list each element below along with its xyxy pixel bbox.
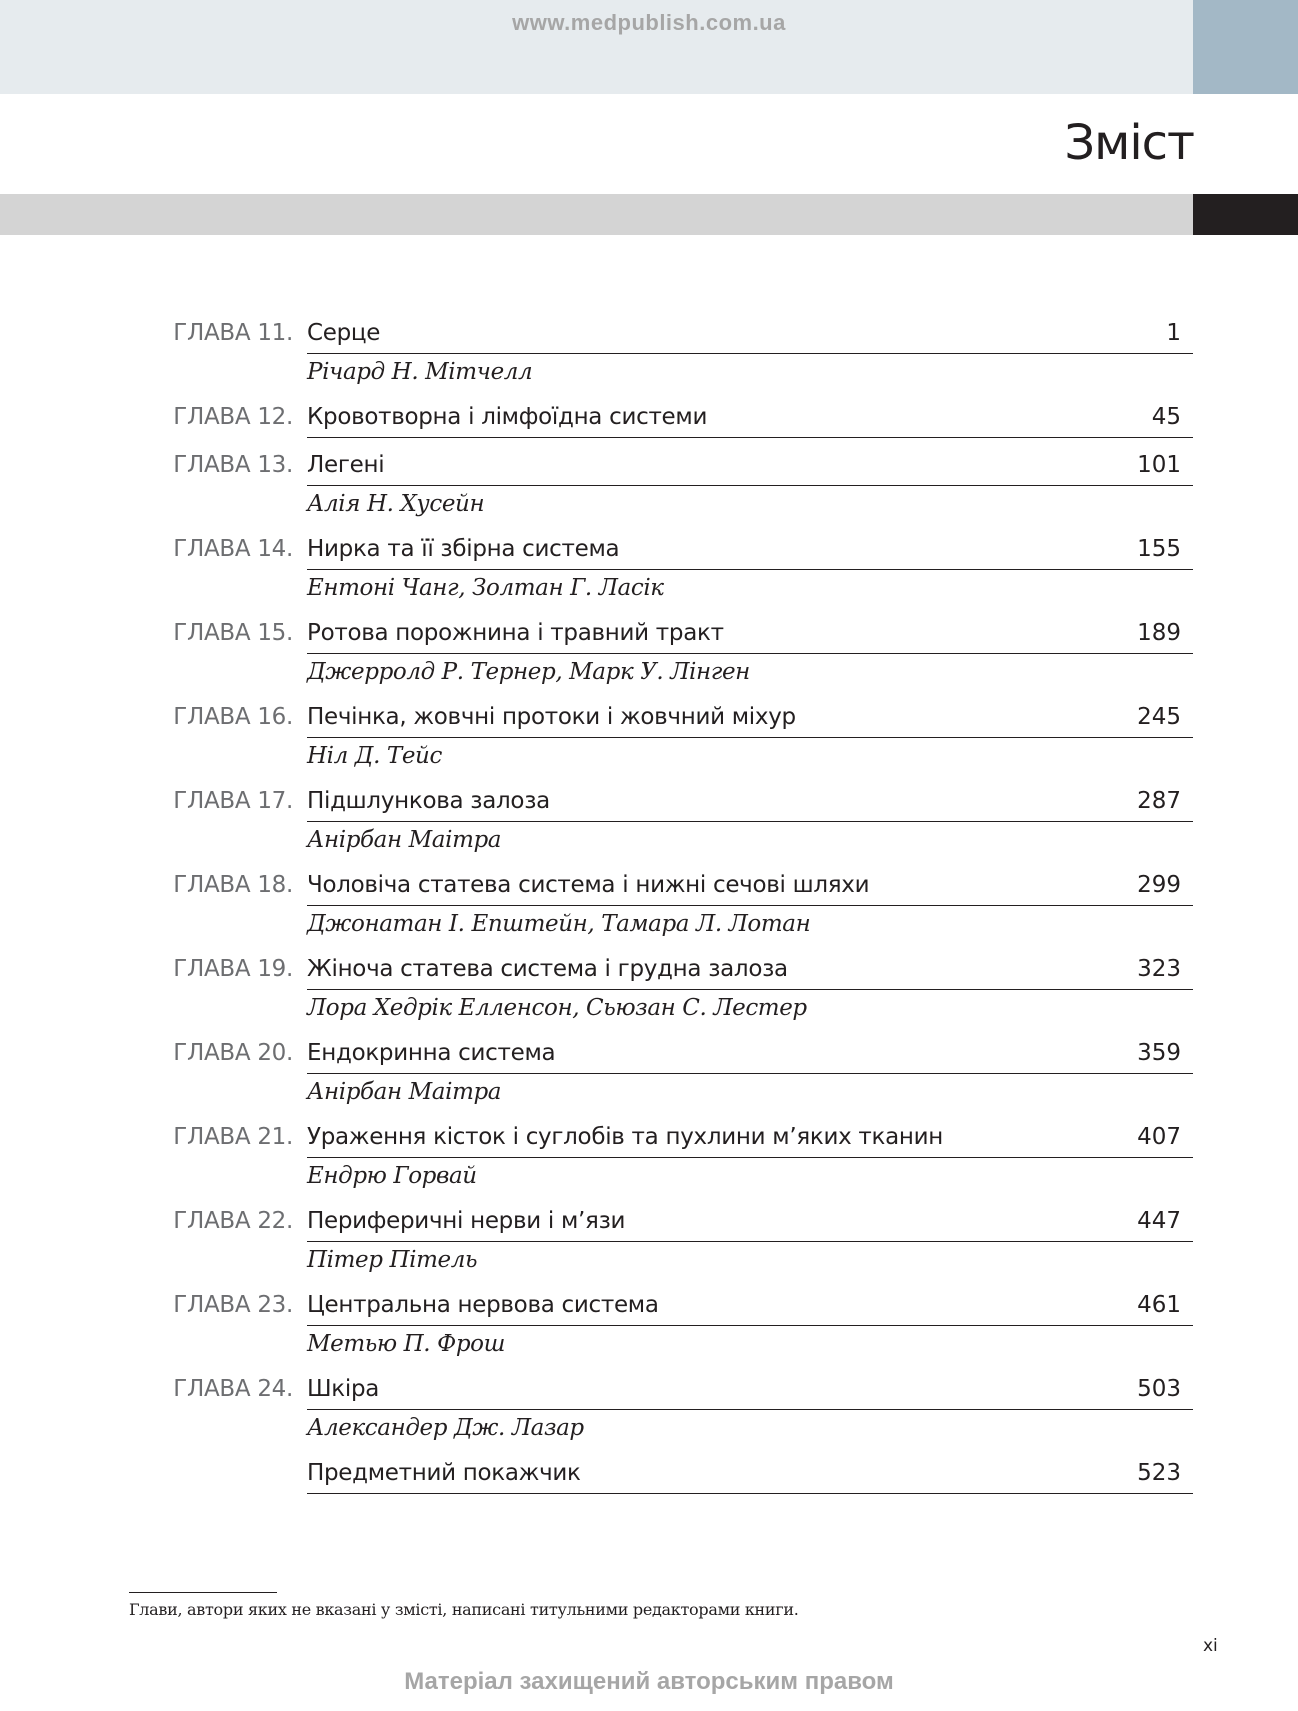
chapter-title-row bbox=[307, 444, 1193, 486]
toc-entry bbox=[0, 948, 1298, 1032]
chapter-title: Ендокринна система bbox=[307, 1040, 556, 1066]
chapter-page-number: 447 bbox=[1137, 1208, 1181, 1234]
chapter-title: Центральна нервова система bbox=[307, 1292, 659, 1318]
chapter-page-number: 523 bbox=[1137, 1460, 1181, 1486]
chapter-title-row bbox=[307, 1284, 1193, 1326]
chapter-label: ГЛАВА 21. bbox=[173, 1124, 293, 1150]
chapter-page-number: 461 bbox=[1137, 1292, 1181, 1318]
chapter-authors: Алія Н. Хусейн bbox=[307, 491, 485, 517]
toc-entry bbox=[0, 696, 1298, 780]
chapter-title-row bbox=[307, 396, 1193, 438]
chapter-label: ГЛАВА 20. bbox=[173, 1040, 293, 1066]
chapter-title-row bbox=[307, 780, 1193, 822]
chapter-title: Нирка та її збірна система bbox=[307, 536, 620, 562]
chapter-page-number: 245 bbox=[1137, 704, 1181, 730]
chapter-authors: Пітер Пітель bbox=[307, 1247, 478, 1273]
toc-entry-line bbox=[0, 864, 1298, 906]
chapter-label: ГЛАВА 13. bbox=[173, 452, 293, 478]
chapter-authors: Александер Дж. Лазар bbox=[307, 1415, 584, 1441]
title-rule-black bbox=[1193, 194, 1298, 235]
toc-entry-line bbox=[0, 312, 1298, 354]
chapter-title: Підшлункова залоза bbox=[307, 788, 550, 814]
page-number: xi bbox=[1203, 1636, 1218, 1656]
chapter-authors: Ніл Д. Тейс bbox=[307, 743, 442, 769]
chapter-title-row bbox=[307, 1368, 1193, 1410]
chapter-authors: Анірбан Маітра bbox=[307, 1079, 502, 1105]
toc-entry-line bbox=[0, 528, 1298, 570]
toc-entry-line bbox=[0, 1116, 1298, 1158]
chapter-title: Жіноча статева система і грудна залоза bbox=[307, 956, 788, 982]
toc-entry bbox=[0, 1452, 1298, 1494]
toc-entry-line bbox=[0, 1032, 1298, 1074]
chapter-page-number: 1 bbox=[1166, 320, 1181, 346]
chapter-authors: Джерролд Р. Тернер, Марк У. Лінген bbox=[307, 659, 750, 685]
toc-entry-line bbox=[0, 444, 1298, 486]
chapter-title: Чоловіча статева система і нижні сечові шляхи bbox=[307, 872, 870, 898]
toc-entry bbox=[0, 612, 1298, 696]
chapter-title: Периферичні нерви і м’язи bbox=[307, 1208, 626, 1234]
toc-entry-line bbox=[0, 612, 1298, 654]
chapter-authors: Ентоні Чанг, Золтан Г. Ласік bbox=[307, 575, 664, 601]
toc-entry bbox=[0, 1032, 1298, 1116]
chapter-label: ГЛАВА 19. bbox=[173, 956, 293, 982]
chapter-title: Серце bbox=[307, 320, 381, 346]
toc-entry-line bbox=[0, 1452, 1298, 1494]
chapter-page-number: 45 bbox=[1151, 404, 1181, 430]
chapter-title: Печінка, жовчні протоки і жовчний міхур bbox=[307, 704, 796, 730]
chapter-title-row bbox=[307, 1452, 1193, 1494]
chapter-title: Кровотворна і лімфоїдна системи bbox=[307, 404, 708, 430]
footnote: Глави, автори яких не вказані у змісті, написані титульними редакторами книги. bbox=[129, 1600, 799, 1619]
chapter-page-number: 407 bbox=[1137, 1124, 1181, 1150]
chapter-page-number: 503 bbox=[1137, 1376, 1181, 1402]
chapter-label: ГЛАВА 16. bbox=[173, 704, 293, 730]
chapter-title-row bbox=[307, 1200, 1193, 1242]
chapter-title-row bbox=[307, 1032, 1193, 1074]
chapter-title: Легені bbox=[307, 452, 385, 478]
chapter-page-number: 155 bbox=[1137, 536, 1181, 562]
chapter-label: ГЛАВА 15. bbox=[173, 620, 293, 646]
chapter-authors: Лора Хедрік Елленсон, Сьюзан С. Лестер bbox=[307, 995, 807, 1021]
toc-entry bbox=[0, 312, 1298, 396]
toc-entry-line bbox=[0, 396, 1298, 438]
chapter-page-number: 359 bbox=[1137, 1040, 1181, 1066]
chapter-title: Ротова порожнина і травний тракт bbox=[307, 620, 724, 646]
copyright-watermark: Матеріал захищений авторським правом bbox=[404, 1668, 894, 1695]
title-rule-gray bbox=[0, 194, 1193, 235]
site-url-watermark: www.medpublish.com.ua bbox=[512, 10, 786, 35]
chapter-authors: Анірбан Маітра bbox=[307, 827, 502, 853]
toc-entry bbox=[0, 396, 1298, 438]
toc-entry bbox=[0, 864, 1298, 948]
chapter-page-number: 101 bbox=[1137, 452, 1181, 478]
toc-entry bbox=[0, 1284, 1298, 1368]
chapter-title: Шкіра bbox=[307, 1376, 380, 1402]
toc-entry-line bbox=[0, 1368, 1298, 1410]
chapter-label: ГЛАВА 17. bbox=[173, 788, 293, 814]
toc-entry-line bbox=[0, 780, 1298, 822]
chapter-title-row bbox=[307, 528, 1193, 570]
chapter-title-row bbox=[307, 864, 1193, 906]
chapter-label: ГЛАВА 11. bbox=[173, 320, 293, 346]
chapter-authors: Метью П. Фрош bbox=[307, 1331, 505, 1357]
chapter-page-number: 299 bbox=[1137, 872, 1181, 898]
chapter-label: ГЛАВА 12. bbox=[173, 404, 293, 430]
chapter-title-row bbox=[307, 1116, 1193, 1158]
toc-entry bbox=[0, 1116, 1298, 1200]
chapter-title-row bbox=[307, 312, 1193, 354]
toc-entry bbox=[0, 444, 1298, 528]
chapter-title-row bbox=[307, 696, 1193, 738]
chapter-label: ГЛАВА 24. bbox=[173, 1376, 293, 1402]
chapter-authors: Джонатан І. Епштейн, Тамара Л. Лотан bbox=[307, 911, 811, 937]
page-title: Зміст bbox=[1064, 115, 1194, 171]
chapter-authors: Річард Н. Мітчелл bbox=[307, 359, 533, 385]
chapter-label: ГЛАВА 14. bbox=[173, 536, 293, 562]
chapter-label: ГЛАВА 23. bbox=[173, 1292, 293, 1318]
chapter-authors: Ендрю Горвай bbox=[307, 1163, 477, 1189]
toc-entry bbox=[0, 1200, 1298, 1284]
toc-entry-line bbox=[0, 948, 1298, 990]
chapter-page-number: 323 bbox=[1137, 956, 1181, 982]
toc-entry-line bbox=[0, 1284, 1298, 1326]
chapter-label: ГЛАВА 18. bbox=[173, 872, 293, 898]
chapter-page-number: 189 bbox=[1137, 620, 1181, 646]
chapter-title: Предметний покажчик bbox=[307, 1460, 581, 1486]
chapter-page-number: 287 bbox=[1137, 788, 1181, 814]
chapter-title: Ураження кісток і суглобів та пухлини м’яких тканин bbox=[307, 1124, 944, 1150]
toc-entry bbox=[0, 528, 1298, 612]
toc-entry bbox=[0, 780, 1298, 864]
chapter-label: ГЛАВА 22. bbox=[173, 1208, 293, 1234]
toc-entry bbox=[0, 1368, 1298, 1452]
table-of-contents bbox=[0, 312, 1298, 1500]
chapter-title-row bbox=[307, 612, 1193, 654]
toc-entry-line bbox=[0, 1200, 1298, 1242]
footnote-divider bbox=[129, 1592, 277, 1593]
toc-entry-line bbox=[0, 696, 1298, 738]
chapter-title-row bbox=[307, 948, 1193, 990]
